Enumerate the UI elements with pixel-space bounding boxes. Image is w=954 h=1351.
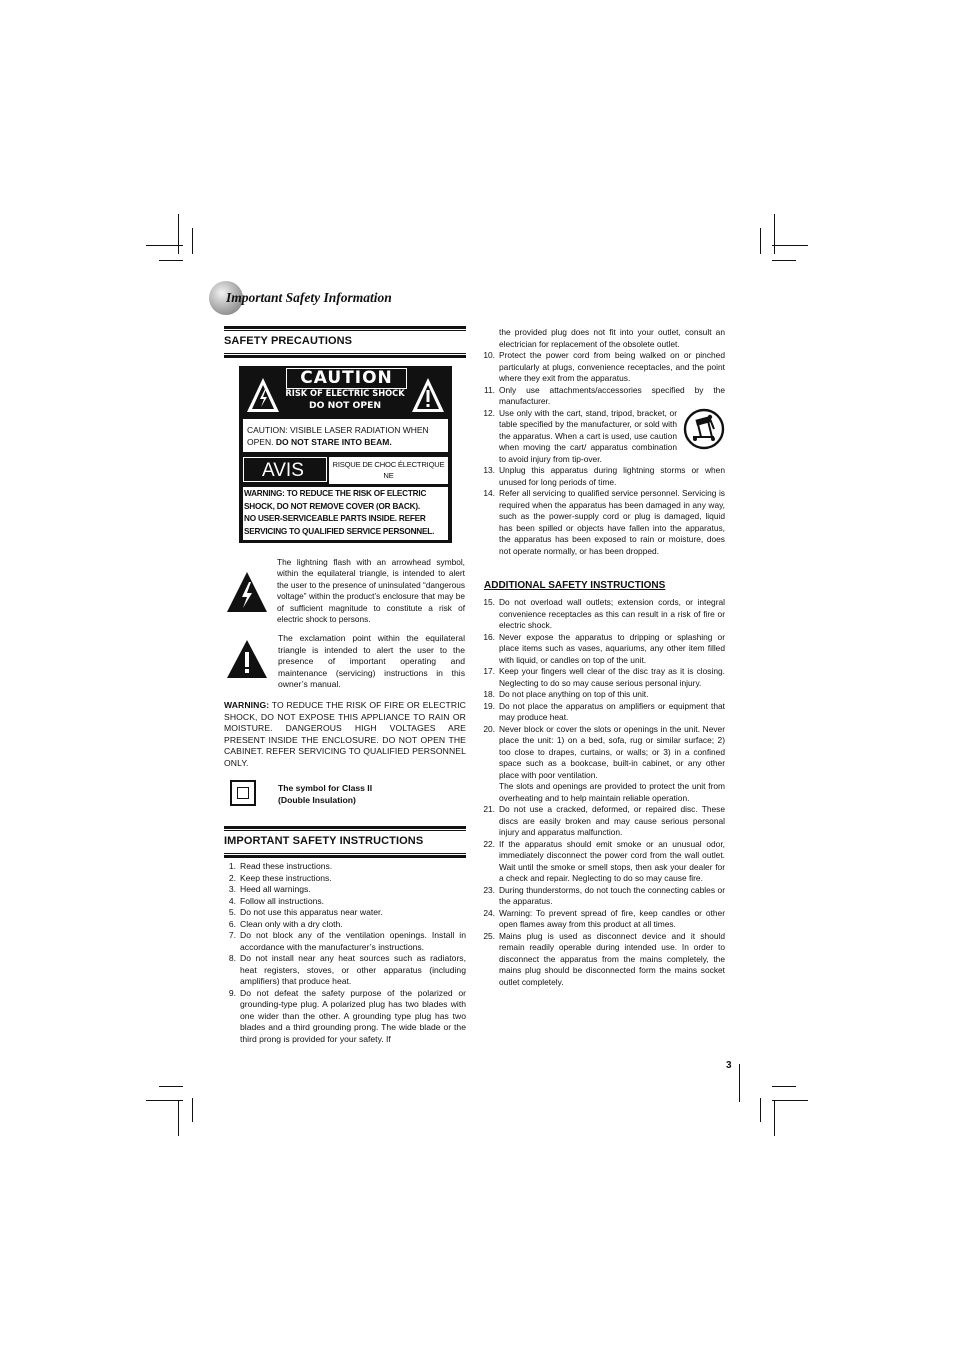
fire-shock-warning-text: TO REDUCE THE RISK OF FIRE OR ELECTRIC SHOCK, DO NOT EXPOSE THIS APPLIANCE TO RAIN OR MOISTURE. DANGEROUS HIGH VOLTAGES ARE PRESENT INSIDE THE ENCLOSURE. DO NOT OPEN THE CABINET. REFER SERVICING TO QUALIFIED PERSONNEL ONLY. <box>224 700 466 768</box>
caution-risk-line1: RISK OF ELECTRIC SHOCK <box>285 388 405 399</box>
safety-precautions-heading: SAFETY PRECAUTIONS <box>224 335 353 347</box>
class-ii-line1: The symbol for Class II <box>278 783 373 793</box>
lightning-symbol-icon <box>225 570 269 614</box>
cover-warning-line2: SHOCK, DO NOT REMOVE COVER (OR BACK). <box>244 501 420 511</box>
avis-text-box <box>329 457 448 484</box>
list-item: 3. Heed all warnings. <box>228 884 311 894</box>
safety-precautions-heading-block <box>224 326 466 358</box>
important-instructions-heading: IMPORTANT SAFETY INSTRUCTIONS <box>224 835 424 847</box>
cart-warning-icon <box>683 408 725 450</box>
list-item: 4. Follow all instructions. <box>228 895 325 906</box>
list-item: 22. If the apparatus should emit smoke or an unusual odor, immediately disconnect the power cord from the wall outlet. Wait until the smoke or smell stops, then ask your dealer for a check and repair. Neglecting to do so may cause fire. <box>483 838 725 883</box>
lightning-symbol-text: The lightning flash with an arrowhead symbol, within the equilateral triangle, is intended to alert the user to the presence of uninsulated “dangerous voltage” within the product’s enclosure that may be of sufficient magnitude to constitute a risk of electric shock to persons. <box>277 557 465 625</box>
page-title: Important Safety Information <box>226 290 392 305</box>
class-ii-text <box>278 782 372 806</box>
cover-warning-line4: SERVICING TO QUALIFIED SERVICE PERSONNEL. <box>244 526 435 536</box>
right-column-list <box>479 327 725 557</box>
list-item: 7. Do not block any of the ventilation openings. Install in accordance with the manufacturer’s instructions. <box>228 930 466 952</box>
list-item: 16. Never expose the apparatus to dripping or splashing or place items such as vases, aquariums, any other item filled with liquid, or candles on top of the unit. <box>483 631 725 665</box>
list-item: 5. Do not use this apparatus near water. <box>228 907 383 917</box>
list-item: 2. Keep these instructions. <box>228 872 332 883</box>
list-item: 13. Unplug this apparatus during lightning storms or when unused for long periods of time. <box>483 465 725 487</box>
list-item: 12. Use only with the cart, stand, tripod, bracket, or table specified by the manufacturer, or sold with the apparatus. When a cart is used, use caution when moving the cart/ apparatus combination to avoid injury from tip-over. <box>479 408 725 466</box>
class-ii-line2: (Double Insulation) <box>278 795 356 805</box>
list-item: 6. Clean only with a dry cloth. <box>228 918 343 929</box>
cover-warning-box <box>243 487 448 540</box>
caution-label <box>239 366 452 543</box>
additional-instructions-heading: ADDITIONAL SAFETY INSTRUCTIONS <box>484 580 666 591</box>
list-item: 18. Do not place anything on top of this unit. <box>483 689 649 699</box>
class-ii-symbol-icon <box>230 780 256 806</box>
laser-caution-box <box>243 419 448 452</box>
important-instructions-heading-block <box>224 826 466 858</box>
laser-caution-bold: DO NOT STARE INTO BEAM. <box>275 437 392 447</box>
important-instructions-list <box>220 861 466 1045</box>
list-item: 21. Do not use a cracked, deformed, or repaired disc. These discs are easily broken and may cause serious personal injury and apparatus malfunction. <box>483 804 725 837</box>
fire-shock-warning-label: WARNING: <box>224 700 270 710</box>
cover-warning-line1: WARNING: TO REDUCE THE RISK OF ELECTRIC <box>244 489 427 498</box>
list-item: 20. Never block or cover the slots or openings in the unit. Never place the unit: 1) on a bed, sofa, rug or similar surface; 2) too close to drapes, curtains, or walls; or 3) in a confined space such as a bookcase, built-in cabinet, or any other place with poor ventilation. <box>483 723 725 780</box>
caution-risk-line2: DO NOT OPEN <box>308 400 382 411</box>
exclamation-triangle-icon <box>410 376 446 414</box>
list-item: 15. Do not overload wall outlets; extension cords, or integral convenience receptacles as this can result in a risk of fire or electric shock. <box>483 597 725 630</box>
list-item: 23. During thunderstorms, do not touch the connecting cables or the apparatus. <box>483 884 725 906</box>
caution-word: CAUTION <box>300 368 393 388</box>
list-item: 25. Mains plug is used as disconnect device and it should remain readily operable during intended use. In order to disconnect the apparatus from the mains completely, the mains plug should be disconnected form the mains socket outlet completely. <box>483 930 725 987</box>
additional-instructions-list <box>479 597 725 988</box>
list-item: 14. Refer all servicing to qualified service personnel. Servicing is required when the apparatus has been damaged in any way, such as the power-supply cord or plug is damaged, liquid has been spilled or objects have fallen into the apparatus, the apparatus has been exposed to rain or moisture, does not operate normally, or has been dropped. <box>483 488 725 556</box>
page-number: 3 <box>726 1060 732 1071</box>
exclamation-symbol-icon <box>225 638 269 680</box>
list-item: 10. Protect the power cord from being walked on or pinched particularly at plugs, convenience receptacles, and the point where they exit from the apparatus. <box>483 350 725 383</box>
list-item: 9. Do not defeat the safety purpose of the polarized or grounding-type plug. A polarized plug has two blades with one wider than the other. A grounding type plug has two blades and a third grounding prong. The wide blade or the third prong is provided for your safety. If <box>228 987 466 1044</box>
list-item: 24. Warning: To prevent spread of fire, keep candles or other open flames away from this product at all times. <box>483 907 725 929</box>
laser-caution-text: CAUTION: VISIBLE LASER RADIATION WHEN OPEN. <box>247 425 429 447</box>
list-item: 8. Do not install near any heat sources such as radiators, heat registers, stoves, or other apparatus (including amplifiers) that produce heat. <box>228 953 466 986</box>
list-item: 11. Only use attachments/accessories specified by the manufacturer. <box>483 384 725 406</box>
list-item: The slots and openings are provided to protect the unit from overheating and to help maintain reliable operation. <box>499 781 725 803</box>
avis-line1: RISQUE DE CHOC ÉLECTRIQUE NE <box>332 460 445 480</box>
list-item: 17. Keep your fingers well clear of the disc tray as it is closing. Neglecting to do so may cause serious personal injury. <box>483 666 725 688</box>
list-item: 1. Read these instructions. <box>228 861 333 871</box>
fire-shock-warning <box>224 700 466 770</box>
cover-warning-line3: NO USER-SERVICEABLE PARTS INSIDE. REFER <box>244 514 426 523</box>
list-item: 19. Do not place the apparatus on amplifiers or equipment that may produce heat. <box>483 700 725 722</box>
avis-word-box <box>243 457 327 482</box>
list-item-continuation: the provided plug does not fit into your outlet, consult an electrician for replacement of the obsolete outlet. <box>499 327 725 349</box>
avis-word: AVIS <box>262 460 304 481</box>
lightning-triangle-icon <box>245 376 281 414</box>
caution-word-box <box>286 368 407 389</box>
exclamation-symbol-text: The exclamation point within the equilateral triangle is intended to alert the user to the presence of important operating and maintenance (servicing) instructions in this owner’s manual. <box>278 633 465 689</box>
